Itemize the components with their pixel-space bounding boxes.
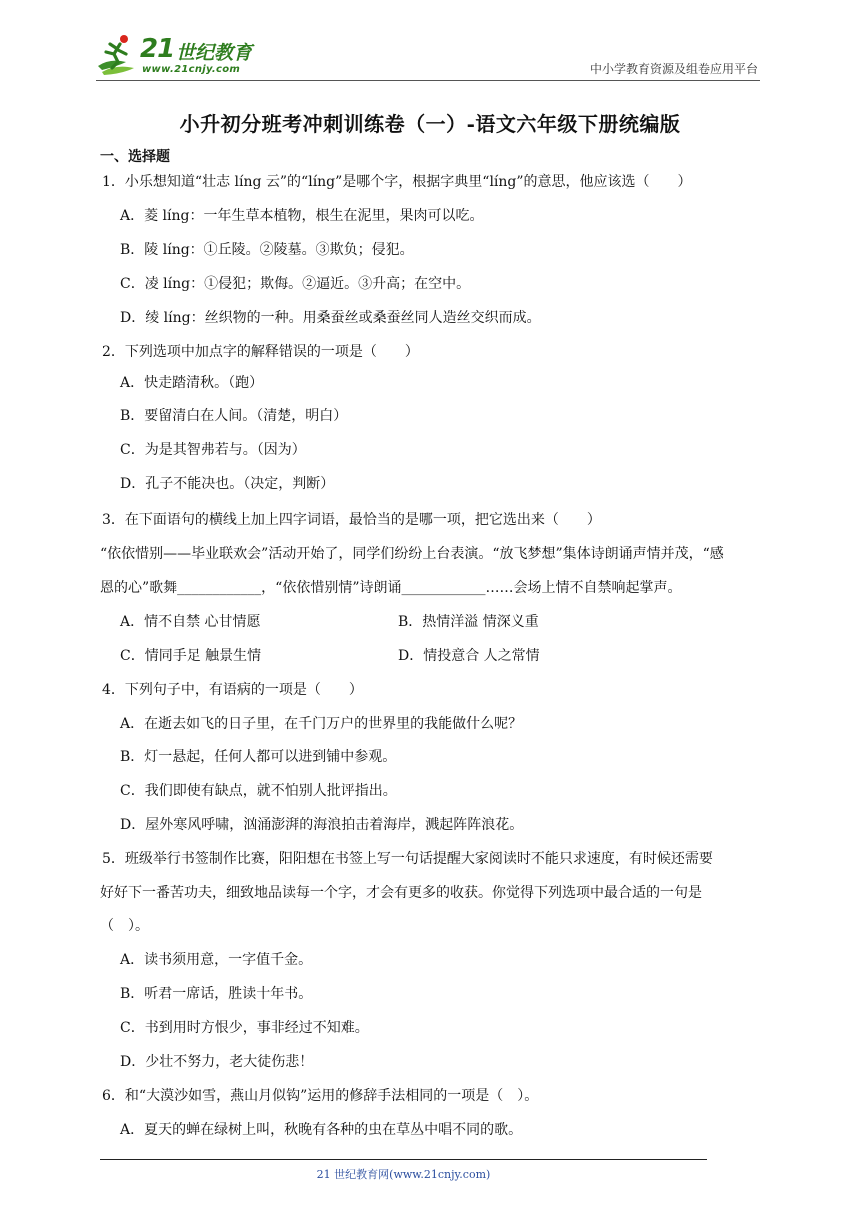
question-2-stem: 2．下列选项中加点字的解释错误的一项是（ ） [102, 344, 419, 360]
question-4-option-d: D．屋外寒风呼啸，汹涌澎湃的海浪拍击着海岸，溅起阵阵浪花。 [120, 817, 524, 833]
page-footer: 21 世纪教育网(www.21cnjy.com) [316, 1168, 491, 1181]
question-5-option-b: B．听君一席话，胜读十年书。 [120, 986, 313, 1002]
question-5-option-a: A．读书须用意，一字值千金。 [120, 952, 313, 968]
page-header [96, 30, 760, 80]
logo-url: www.21cnjy.com [142, 64, 241, 75]
question-1-option-a: A．菱 líng：一年生草本植物，根生在泥里，果肉可以吃。 [120, 208, 484, 224]
platform-tagline: 中小学教育资源及组卷应用平台 [589, 62, 758, 76]
question-1-option-b: B．陵 líng：①丘陵。②陵墓。③欺负；侵犯。 [120, 242, 414, 258]
question-5-option-d: D．少壮不努力，老大徒伤悲！ [120, 1054, 314, 1070]
question-4-option-a: A．在逝去如飞的日子里，在千门万户的世界里的我能做什么呢？ [120, 716, 523, 732]
question-3-stem: 3．在下面语句的横线上加上四字词语，最恰当的是哪一项，把它选出来（ ） [102, 512, 601, 528]
question-4-option-c: C．我们即使有缺点，就不怕别人批评指出。 [120, 783, 397, 799]
logo-text: 世纪教育 [176, 42, 253, 64]
question-6-stem: 6．和“大漠沙如雪，燕山月似钩”运用的修辞手法相同的一项是（ ）。 [102, 1088, 539, 1104]
question-3-passage-line-2: 恩的心”歌舞____________，“依依惜别情”诗朗诵____________……会场上情不自禁响起掌声。 [100, 580, 682, 596]
brand-logo [96, 32, 266, 78]
question-5-stem-line-1: 5．班级举行书签制作比赛，阳阳想在书签上写一句话提醒大家阅读时不能只求速度，有时候还需要 [102, 851, 713, 867]
question-2-option-b: B．要留清白在人间。（清楚，明白） [120, 408, 348, 424]
question-2-option-c: C．为是其智弗若与。（因为） [120, 442, 306, 458]
question-3-option-c: C．情同手足 触景生情 [120, 648, 262, 664]
page-title: 小升初分班考冲刺训练卷（一）-语文六年级下册统编版 [179, 112, 681, 136]
question-3-option-b: B．热情洋溢 情深义重 [398, 614, 539, 630]
question-4-option-b: B．灯一悬起，任何人都可以进到铺中参观。 [120, 749, 397, 765]
section-heading: 一、选择题 [100, 149, 170, 165]
header-divider [96, 80, 760, 81]
question-5-option-c: C．书到用时方恨少，事非经过不知难。 [120, 1020, 369, 1036]
runner-icon [96, 32, 140, 76]
question-1-stem: 1．小乐想知道“壮志 líng 云”的“líng”是哪个字，根据字典里“líng”的意思，他应该选（ ） [102, 174, 692, 190]
question-2-option-d: D．孔子不能决也。（决定，判断） [120, 476, 335, 492]
question-4-stem: 4．下列句子中，有语病的一项是（ ） [102, 682, 363, 698]
question-3-option-d: D．情投意合 人之常情 [398, 648, 540, 664]
question-6-option-a: A．夏天的蝉在绿树上叫，秋晚有各种的虫在草丛中唱不同的歌。 [120, 1122, 523, 1138]
question-2-option-a: A．快走踏清秋。（跑） [120, 375, 264, 391]
footer-divider [100, 1159, 707, 1160]
question-1-option-c: C．凌 líng：①侵犯；欺侮。②逼近。③升高；在空中。 [120, 276, 471, 292]
logo-number: 21 [140, 34, 175, 64]
question-3-option-a: A．情不自禁 心甘情愿 [120, 614, 261, 630]
question-1-option-d: D．绫 líng：丝织物的一种。用桑蚕丝或桑蚕丝同人造丝交织而成。 [120, 310, 541, 326]
question-3-passage-line-1: “依依惜别——毕业联欢会”活动开始了，同学们纷纷上台表演。“放飞梦想”集体诗朗诵声情并茂，“感 [100, 546, 724, 562]
question-5-stem-line-2: 好好下一番苦功夫，细致地品读每一个字，才会有更多的收获。你觉得下列选项中最合适的一句是 [100, 885, 702, 901]
question-5-stem-line-3: （ ）。 [100, 918, 149, 934]
